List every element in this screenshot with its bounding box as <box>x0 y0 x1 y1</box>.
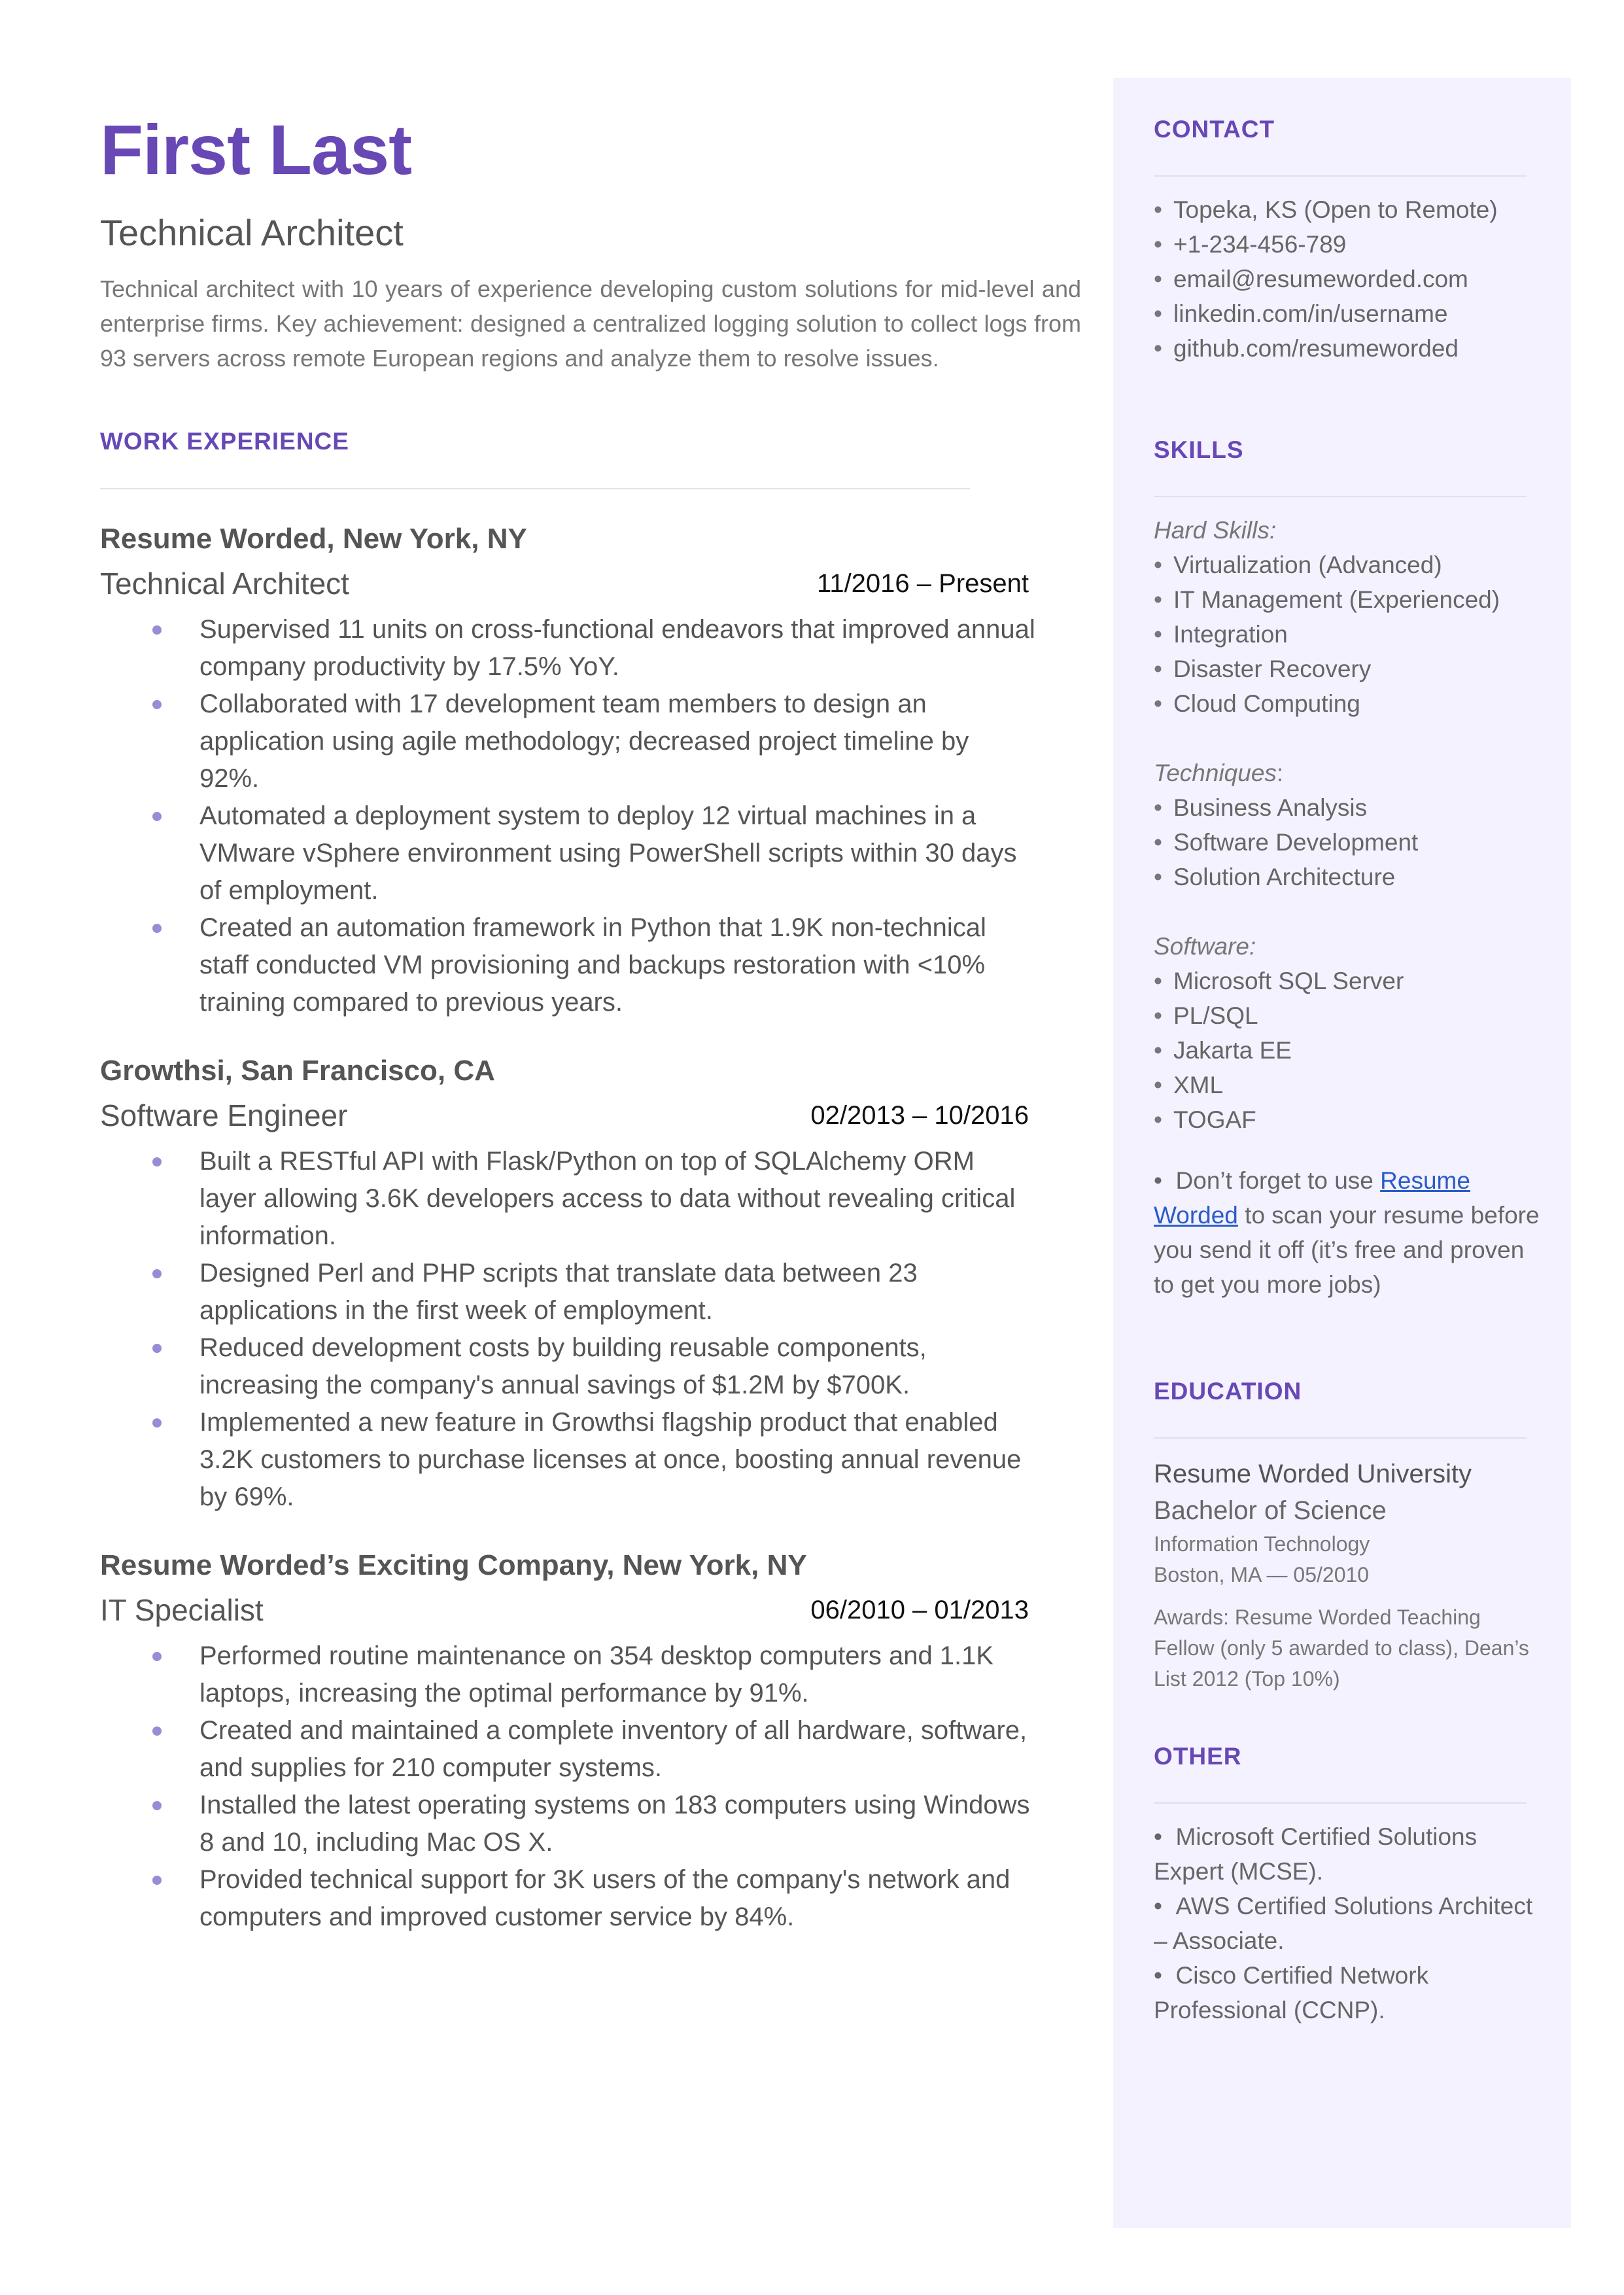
skill-item <box>1154 998 1540 1033</box>
skill-item <box>1154 652 1540 686</box>
bullet-icon: • <box>1154 300 1162 327</box>
skill-item <box>1154 548 1540 582</box>
education-location-date: Boston, MA — 05/2010 <box>1154 1563 1370 1586</box>
skills-heading: SKILLS <box>1154 436 1244 463</box>
techniques-label-colon: : <box>1276 760 1284 786</box>
education-awards: Awards: Resume Worded Teaching Fellow (only 5 awarded to class), Dean’s List 2012 (Top 10%) <box>1154 1605 1529 1691</box>
contact-text: Topeka, KS (Open to Remote) <box>1173 196 1498 223</box>
job-entry <box>100 522 1081 1021</box>
contact-heading: CONTACT <box>1154 116 1275 143</box>
job-bullet <box>100 1638 1035 1712</box>
contact-email[interactable] <box>1154 262 1540 296</box>
job-bullets <box>100 611 1035 1021</box>
bullet-icon: • <box>1154 1072 1162 1098</box>
job-bullet <box>100 1712 1035 1787</box>
bullet-icon: • <box>1154 231 1162 258</box>
section-divider <box>1154 175 1527 177</box>
job-role: Software Engineer <box>100 1098 348 1132</box>
contact-phone <box>1154 227 1540 262</box>
job-role: Technical Architect <box>100 566 349 601</box>
other-heading: OTHER <box>1154 1743 1242 1770</box>
job-bullet <box>100 611 1035 686</box>
bullet-dot-icon <box>152 1344 162 1353</box>
section-divider <box>1154 496 1527 497</box>
bullet-text: Provided technical support for 3K users of the company's network and computers and improved customer service by 84%. <box>199 1865 1011 1931</box>
techniques-list <box>1154 790 1540 894</box>
candidate-name: First Last <box>100 110 412 189</box>
bullet-icon: • <box>1154 656 1162 682</box>
job-bullet <box>100 1143 1035 1255</box>
skill-item <box>1154 582 1540 617</box>
resume-tip <box>1154 1163 1540 1302</box>
job-bullet <box>100 1404 1035 1516</box>
bullet-icon: • <box>1154 968 1162 994</box>
bullet-icon: • <box>1154 335 1162 362</box>
skill-text: Cloud Computing <box>1173 690 1360 717</box>
tip-prefix: Don’t forget to use <box>1175 1167 1381 1194</box>
job-company: Resume Worded’s Exciting Company, New York, NY <box>100 1549 807 1581</box>
hard-skills-label: Hard Skills: <box>1154 517 1277 544</box>
contact-text[interactable]: email@resumeworded.com <box>1173 266 1468 292</box>
contact-linkedin[interactable] <box>1154 296 1540 331</box>
skill-text: Virtualization (Advanced) <box>1173 552 1442 578</box>
summary-text: Technical architect with 10 years of experience developing custom solutions for mid-level and enterprise firms. Key achievement: designed a centralized logging solution to collect logs from 93 servers across remote European regions and analyze them to resolve issues. <box>100 275 1081 372</box>
contact-list <box>1154 192 1540 366</box>
certification-item <box>1154 1958 1540 2027</box>
bullet-text: Performed routine maintenance on 354 desktop computers and 1.1K laptops, increasing the optimal performance by 91%. <box>199 1641 994 1708</box>
bullet-icon: • <box>1154 829 1162 856</box>
job-list <box>100 522 1081 1936</box>
bullet-icon: • <box>1154 196 1162 223</box>
education-school: Resume Worded University <box>1154 1460 1472 1488</box>
bullet-text: Automated a deployment system to deploy 12 virtual machines in a VMware vSphere environment using PowerShell scripts within 30 days of employment. <box>199 801 1017 905</box>
education-degree: Bachelor of Science <box>1154 1496 1387 1525</box>
bullet-dot-icon <box>152 1801 162 1810</box>
skill-item <box>1154 860 1540 894</box>
job-bullet <box>100 1787 1035 1861</box>
bullet-icon: • <box>1154 1962 1176 1989</box>
bullet-icon: • <box>1154 1893 1176 1919</box>
section-divider <box>100 488 970 489</box>
skill-text: Microsoft SQL Server <box>1173 968 1404 994</box>
job-bullet <box>100 1329 1035 1404</box>
sidebar <box>1113 78 1571 2228</box>
work-experience-heading: WORK EXPERIENCE <box>100 427 349 455</box>
bullet-icon: • <box>1154 1167 1176 1194</box>
bullet-text: Installed the latest operating systems on 183 computers using Windows 8 and 10, including Mac OS X. <box>199 1790 1030 1857</box>
contact-github[interactable] <box>1154 331 1540 366</box>
bullet-icon: • <box>1154 690 1162 717</box>
contact-text: +1-234-456-789 <box>1173 231 1347 258</box>
skill-text: Solution Architecture <box>1173 864 1396 890</box>
skill-item <box>1154 686 1540 721</box>
bullet-icon: • <box>1154 794 1162 821</box>
bullet-text: Built a RESTful API with Flask/Python on top of SQLAlchemy ORM layer allowing 3.6K developers access to data without revealing critical information. <box>199 1146 1016 1250</box>
bullet-icon: • <box>1154 1823 1176 1850</box>
tip-suffix: to scan your resume before you send it off (it’s free and proven to get you more jobs) <box>1154 1202 1540 1298</box>
section-divider <box>1154 1437 1527 1439</box>
education-field: Information Technology <box>1154 1532 1370 1556</box>
bullet-dot-icon <box>152 1652 162 1661</box>
candidate-title: Technical Architect <box>100 212 404 253</box>
bullet-dot-icon <box>152 1726 162 1736</box>
certification-item <box>1154 1819 1540 1889</box>
job-bullets <box>100 1638 1035 1936</box>
job-company: Growthsi, San Francisco, CA <box>100 1054 495 1087</box>
job-bullet <box>100 686 1035 797</box>
resume-worded-link[interactable]: Resume Worded <box>1154 1167 1470 1229</box>
skill-item <box>1154 1102 1540 1137</box>
skill-text: Software Development <box>1173 829 1419 856</box>
skill-text: Jakarta EE <box>1173 1037 1292 1064</box>
job-dates: 11/2016 – Present <box>817 569 1029 598</box>
skill-text: Business Analysis <box>1173 794 1368 821</box>
bullet-dot-icon <box>152 1876 162 1885</box>
certification-item <box>1154 1889 1540 1958</box>
bullet-icon: • <box>1154 586 1162 613</box>
skill-item <box>1154 1033 1540 1068</box>
bullet-dot-icon <box>152 1269 162 1278</box>
bullet-text: Created an automation framework in Python that 1.9K non-technical staff conducted VM provisioning and backups restoration with <10% training compared to previous years. <box>199 913 986 1017</box>
job-company: Resume Worded, New York, NY <box>100 522 527 555</box>
skill-item <box>1154 964 1540 998</box>
certification-text: Microsoft Certified Solutions Expert (MCSE). <box>1154 1823 1477 1885</box>
bullet-icon: • <box>1154 552 1162 578</box>
skill-text: IT Management (Experienced) <box>1173 586 1500 613</box>
bullet-dot-icon <box>152 1157 162 1166</box>
job-entry <box>100 1551 1081 1936</box>
other-list <box>1154 1819 1540 2027</box>
skill-text: TOGAF <box>1173 1106 1256 1133</box>
bullet-text: Supervised 11 units on cross-functional endeavors that improved annual company productivity by 17.5% YoY. <box>199 614 1035 681</box>
bullet-text: Created and maintained a complete inventory of all hardware, software, and supplies for 210 computer systems. <box>199 1715 1028 1782</box>
certification-text: Cisco Certified Network Professional (CCNP). <box>1154 1962 1429 2023</box>
skill-text: PL/SQL <box>1173 1002 1258 1029</box>
bullet-text: Designed Perl and PHP scripts that translate data between 23 applications in the first week of employment. <box>199 1258 918 1325</box>
techniques-label-text: Techniques <box>1154 760 1277 786</box>
job-bullets <box>100 1143 1035 1516</box>
bullet-dot-icon <box>152 924 162 933</box>
skill-item <box>1154 1068 1540 1102</box>
skill-text: Disaster Recovery <box>1173 656 1372 682</box>
job-bullet <box>100 1861 1035 1936</box>
bullet-icon: • <box>1154 864 1162 890</box>
contact-text[interactable]: github.com/resumeworded <box>1173 335 1459 362</box>
bullet-icon: • <box>1154 1037 1162 1064</box>
contact-text[interactable]: linkedin.com/in/username <box>1173 300 1448 327</box>
bullet-dot-icon <box>152 625 162 635</box>
bullet-icon: • <box>1154 1002 1162 1029</box>
skill-item <box>1154 790 1540 825</box>
software-list <box>1154 964 1540 1137</box>
bullet-text: Implemented a new feature in Growthsi flagship product that enabled 3.2K customers to purchase licenses at once, boosting annual revenue by 69%. <box>199 1407 1022 1511</box>
certification-text: AWS Certified Solutions Architect – Associate. <box>1154 1893 1533 1954</box>
job-role: IT Specialist <box>100 1592 264 1627</box>
main-column <box>100 110 1081 1936</box>
software-label: Software: <box>1154 933 1256 960</box>
job-bullet <box>100 1255 1035 1329</box>
techniques-label <box>1154 756 1540 790</box>
job-entry <box>100 1054 1081 1516</box>
hard-skills-list <box>1154 548 1540 721</box>
bullet-icon: • <box>1154 266 1162 292</box>
job-dates: 06/2010 – 01/2013 <box>810 1595 1029 1624</box>
bullet-dot-icon <box>152 1418 162 1428</box>
skill-item <box>1154 825 1540 860</box>
skill-text: Integration <box>1173 621 1288 648</box>
skill-item <box>1154 617 1540 652</box>
job-dates: 02/2013 – 10/2016 <box>810 1100 1029 1130</box>
bullet-dot-icon <box>152 812 162 821</box>
bullet-text: Collaborated with 17 development team members to design an application using agile methodology; decreased project timeline by 92%. <box>199 689 969 793</box>
skill-text: XML <box>1173 1072 1224 1098</box>
bullet-icon: • <box>1154 1106 1162 1133</box>
bullet-icon: • <box>1154 621 1162 648</box>
section-divider <box>1154 1802 1527 1804</box>
job-bullet <box>100 797 1035 909</box>
bullet-text: Reduced development costs by building reusable components, increasing the company's annual savings of $1.2M by $700K. <box>199 1333 927 1399</box>
job-bullet <box>100 909 1035 1021</box>
contact-location <box>1154 192 1540 227</box>
education-heading: EDUCATION <box>1154 1378 1302 1405</box>
bullet-dot-icon <box>152 700 162 709</box>
